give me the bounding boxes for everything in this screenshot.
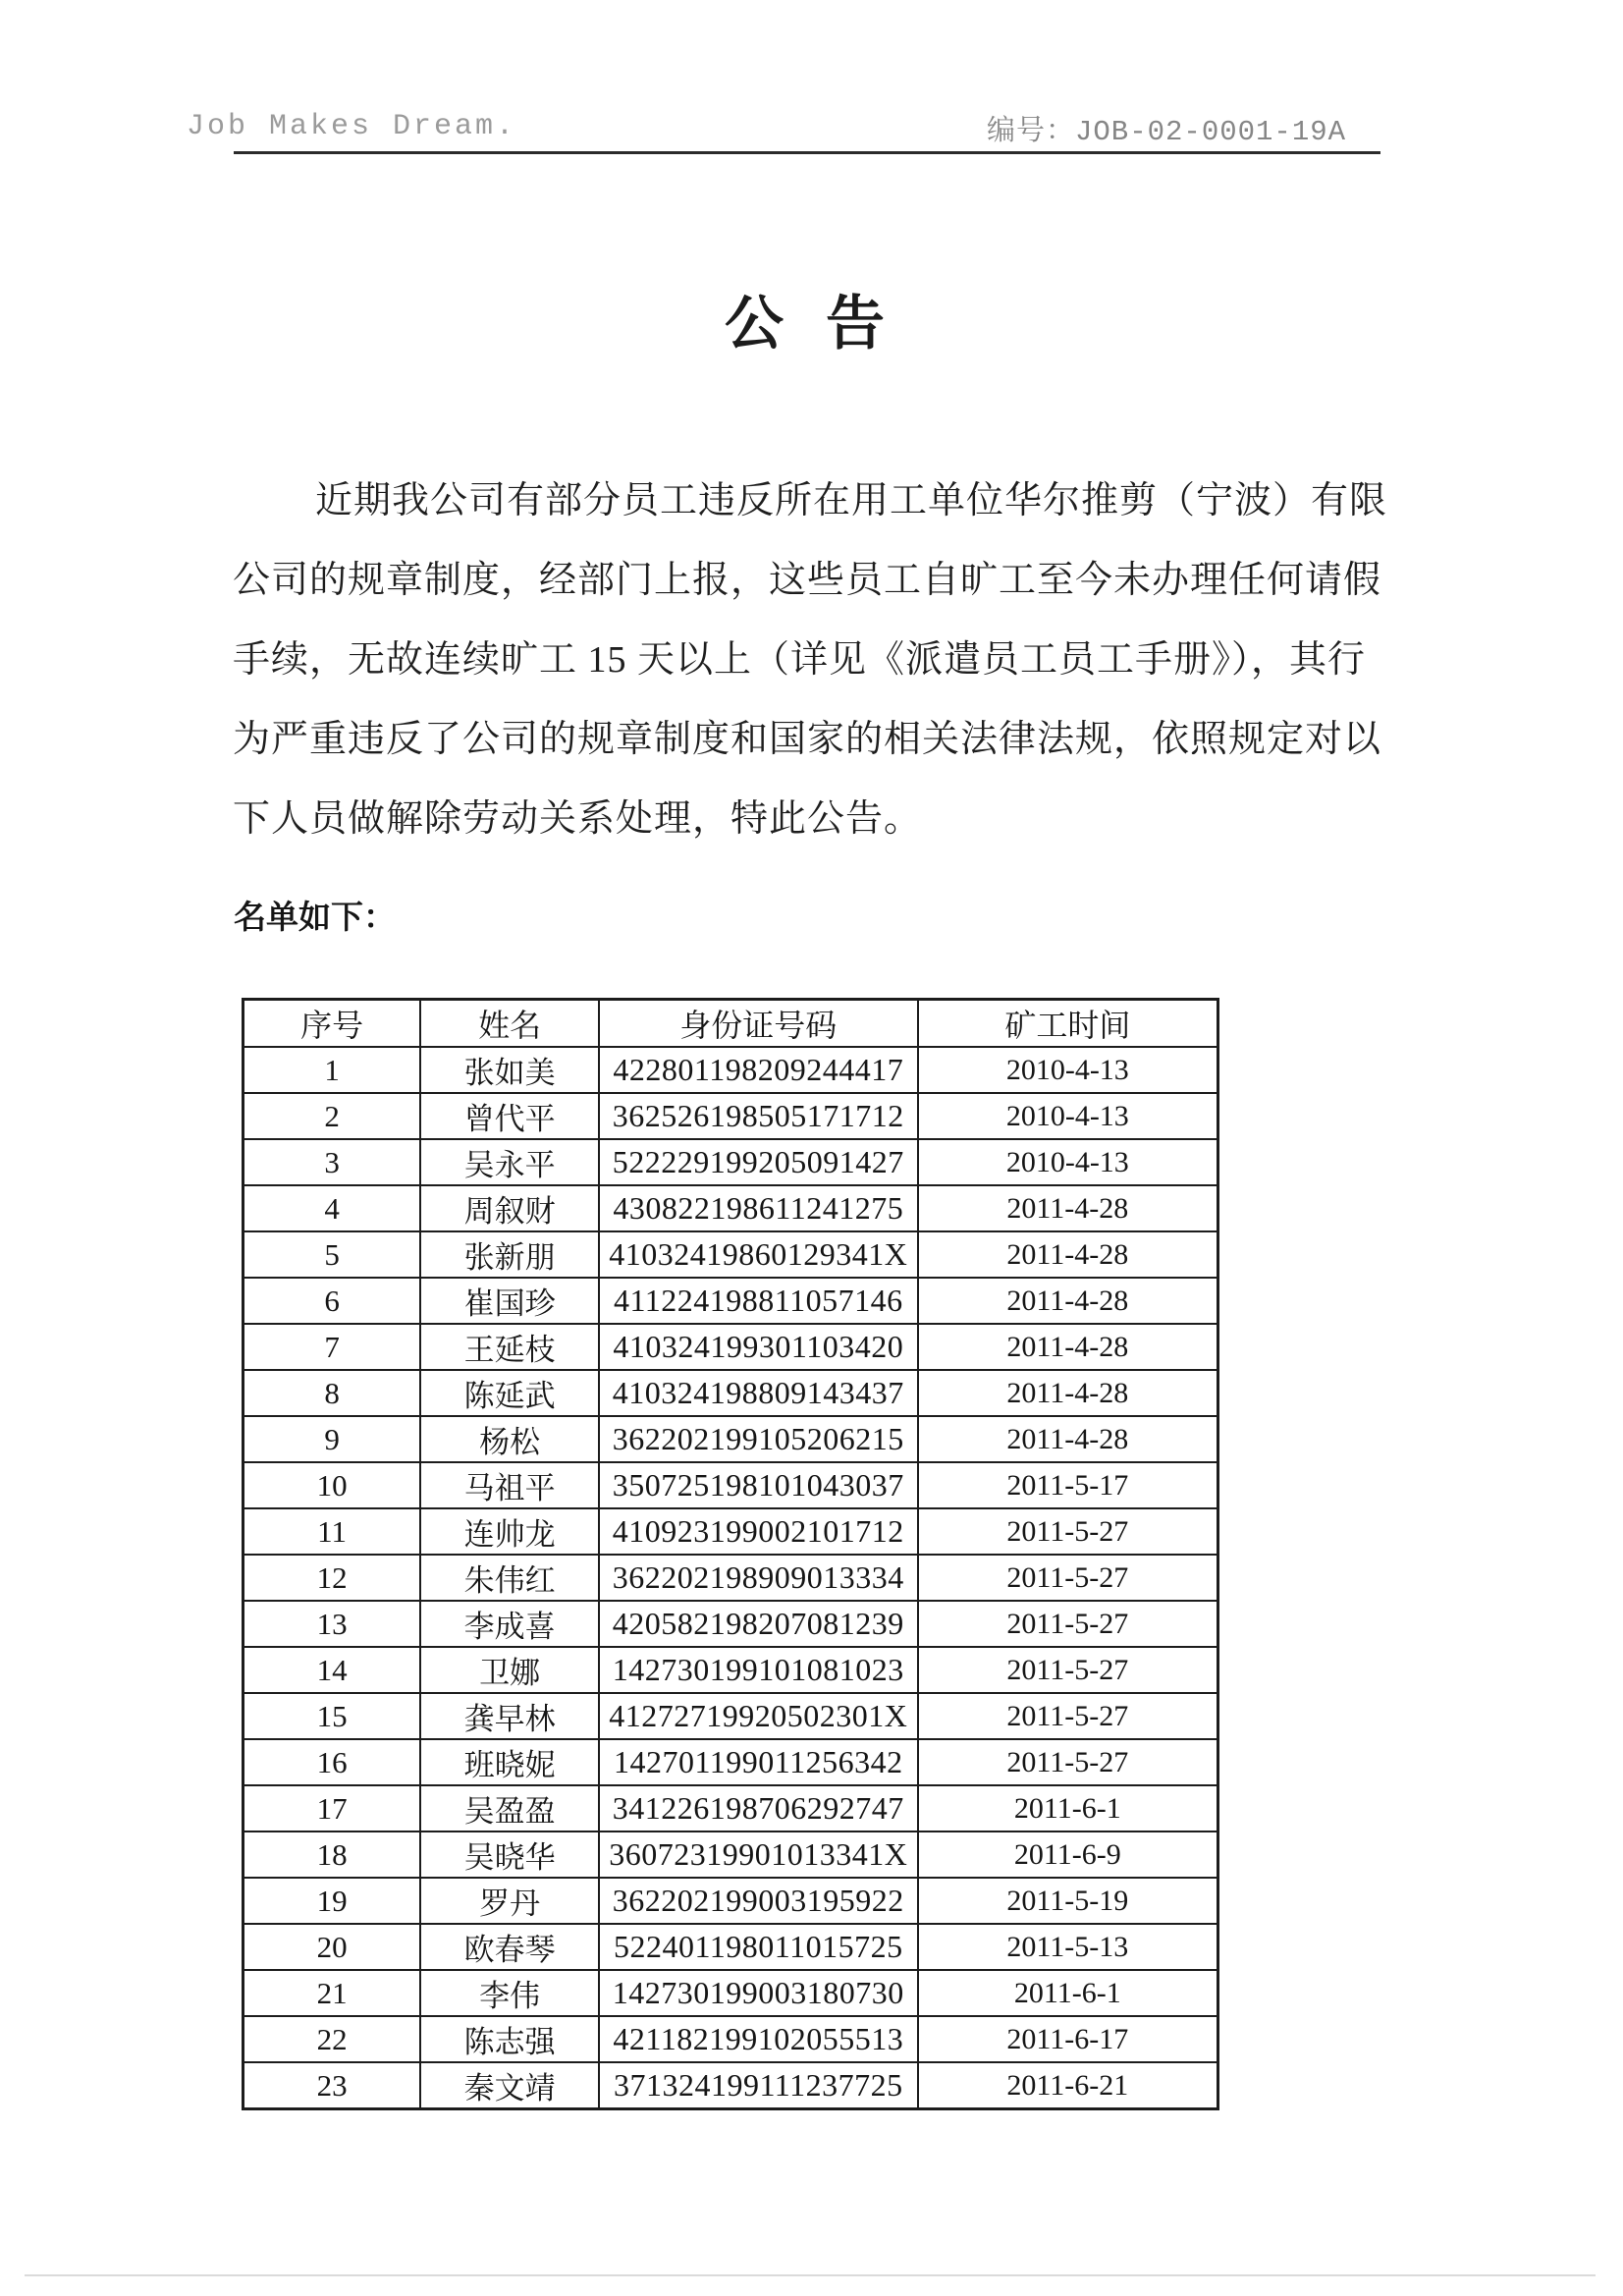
table-cell: 2011-6-17	[918, 2016, 1218, 2062]
table-cell: 周叙财	[420, 1185, 599, 1231]
list-label: 名单如下：	[234, 899, 396, 935]
table-cell: 2011-5-27	[918, 1739, 1218, 1785]
body-line: 近期我公司有部分员工违反所在用工单位华尔推剪（宁波）有限	[315, 480, 1388, 521]
page-bottom-scan-line	[25, 2274, 1596, 2276]
table-cell: 李伟	[420, 1970, 599, 2016]
table-cell: 2011-5-17	[918, 1462, 1218, 1508]
table-cell: 10	[243, 1462, 421, 1508]
table-cell: 2011-5-27	[918, 1555, 1218, 1601]
table-cell: 13	[243, 1601, 421, 1647]
table-cell: 张新朋	[420, 1231, 599, 1278]
table-cell: 班晓妮	[420, 1739, 599, 1785]
table-row	[243, 2062, 1218, 2109]
table-cell: 2011-4-28	[918, 1324, 1218, 1370]
table-cell: 350725198101043037	[599, 1462, 918, 1508]
table-cell: 1	[243, 1047, 421, 1093]
table-cell: 吴盈盈	[420, 1785, 599, 1831]
table-cell: 2011-6-21	[918, 2062, 1218, 2109]
table-cell: 522401198011015725	[599, 1924, 918, 1970]
table-cell: 2011-5-19	[918, 1878, 1218, 1924]
table-row	[243, 1093, 1218, 1139]
table-cell: 2010-4-13	[918, 1093, 1218, 1139]
table-row	[243, 1231, 1218, 1278]
table-row	[243, 1278, 1218, 1324]
table-cell: 马祖平	[420, 1462, 599, 1508]
table-cell: 朱伟红	[420, 1555, 599, 1601]
table-cell: 2011-4-28	[918, 1185, 1218, 1231]
table-cell: 2011-5-27	[918, 1693, 1218, 1739]
announcement-body	[233, 462, 1401, 859]
column-header: 序号	[243, 1000, 421, 1048]
table-row	[243, 1139, 1218, 1185]
header-divider	[234, 151, 1380, 154]
table-cell: 522229199205091427	[599, 1139, 918, 1185]
table-row	[243, 1601, 1218, 1647]
table-cell: 2011-6-1	[918, 1970, 1218, 2016]
table-row	[243, 1924, 1218, 1970]
table-cell: 2010-4-13	[918, 1047, 1218, 1093]
table-cell: 张如美	[420, 1047, 599, 1093]
table-cell: 420582198207081239	[599, 1601, 918, 1647]
table-cell: 14	[243, 1647, 421, 1693]
table-cell: 2011-5-27	[918, 1508, 1218, 1555]
table-cell: 371324199111237725	[599, 2062, 918, 2109]
table-cell: 2011-5-27	[918, 1647, 1218, 1693]
table-cell: 崔国珍	[420, 1278, 599, 1324]
table-cell: 341226198706292747	[599, 1785, 918, 1831]
table-cell: 2010-4-13	[918, 1139, 1218, 1185]
table-cell: 卫娜	[420, 1647, 599, 1693]
table-cell: 9	[243, 1416, 421, 1462]
table-cell: 2011-5-27	[918, 1601, 1218, 1647]
table-cell: 15	[243, 1693, 421, 1739]
table-cell: 410923199002101712	[599, 1508, 918, 1555]
table-cell: 2011-4-28	[918, 1416, 1218, 1462]
table-row	[243, 1970, 1218, 2016]
body-line: 手续，无故连续旷工 15 天以上（详见《派遣员工员工手册》），其行	[233, 639, 1367, 681]
table-cell: 2011-6-1	[918, 1785, 1218, 1831]
header-slogan: Job Makes Dream.	[187, 110, 517, 143]
table-cell: 2011-5-13	[918, 1924, 1218, 1970]
table-cell: 142730199003180730	[599, 1970, 918, 2016]
table-cell: 3	[243, 1139, 421, 1185]
table-cell: 411224198811057146	[599, 1278, 918, 1324]
table-cell: 362202199105206215	[599, 1416, 918, 1462]
table-cell: 410324199301103420	[599, 1324, 918, 1370]
table-cell: 430822198611241275	[599, 1185, 918, 1231]
table-cell: 4	[243, 1185, 421, 1231]
body-line: 为严重违反了公司的规章制度和国家的相关法律法规，依照规定对以	[233, 719, 1382, 760]
page-title: 公 告	[725, 292, 898, 356]
table-cell: 陈延武	[420, 1370, 599, 1416]
table-cell: 5	[243, 1231, 421, 1278]
table-row	[243, 1785, 1218, 1831]
table-row	[243, 1370, 1218, 1416]
table-cell: 龚早林	[420, 1693, 599, 1739]
table-cell: 362526198505171712	[599, 1093, 918, 1139]
table-body	[243, 1047, 1218, 2109]
table-cell: 欧春琴	[420, 1924, 599, 1970]
table-cell: 2	[243, 1093, 421, 1139]
table-cell: 李成喜	[420, 1601, 599, 1647]
table-cell: 16	[243, 1739, 421, 1785]
table-cell: 142701199011256342	[599, 1739, 918, 1785]
table-row	[243, 1416, 1218, 1462]
table-row	[243, 1324, 1218, 1370]
table-row	[243, 1508, 1218, 1555]
employee-table	[242, 998, 1219, 2110]
column-header: 姓名	[420, 1000, 599, 1048]
table-cell: 421182199102055513	[599, 2016, 918, 2062]
column-header: 身份证号码	[599, 1000, 918, 1048]
table-cell: 6	[243, 1278, 421, 1324]
table-cell: 罗丹	[420, 1878, 599, 1924]
body-line: 公司的规章制度，经部门上报，这些员工自旷工至今未办理任何请假	[233, 560, 1382, 601]
body-line: 下人员做解除劳动关系处理，特此公告。	[233, 798, 923, 840]
table-header-row	[243, 1000, 1218, 1048]
table-cell: 2011-4-28	[918, 1370, 1218, 1416]
table-row	[243, 1555, 1218, 1601]
table-cell: 18	[243, 1831, 421, 1878]
table-row	[243, 1693, 1218, 1739]
table-cell: 142730199101081023	[599, 1647, 918, 1693]
table-cell: 422801198209244417	[599, 1047, 918, 1093]
table-cell: 8	[243, 1370, 421, 1416]
header-document-number: 编号：JOB-02-0001-19A	[987, 116, 1347, 148]
table-cell: 吴永平	[420, 1139, 599, 1185]
table-cell: 20	[243, 1924, 421, 1970]
table-row	[243, 1185, 1218, 1231]
table-cell: 秦文靖	[420, 2062, 599, 2109]
column-header: 矿工时间	[918, 1000, 1218, 1048]
table-row	[243, 1878, 1218, 1924]
table-cell: 362202199003195922	[599, 1878, 918, 1924]
table-cell: 吴晓华	[420, 1831, 599, 1878]
table-cell: 连帅龙	[420, 1508, 599, 1555]
table-cell: 2011-4-28	[918, 1278, 1218, 1324]
table-cell: 23	[243, 2062, 421, 2109]
table-cell: 陈志强	[420, 2016, 599, 2062]
table-cell: 21	[243, 1970, 421, 2016]
table-cell: 41272719920502301X	[599, 1693, 918, 1739]
table-row	[243, 1831, 1218, 1878]
table-cell: 22	[243, 2016, 421, 2062]
table-row	[243, 1739, 1218, 1785]
table-cell: 2011-4-28	[918, 1231, 1218, 1278]
table-cell: 19	[243, 1878, 421, 1924]
table-cell: 41032419860129341X	[599, 1231, 918, 1278]
table-row	[243, 1647, 1218, 1693]
table-cell: 36072319901013341X	[599, 1831, 918, 1878]
table-cell: 410324198809143437	[599, 1370, 918, 1416]
table-cell: 王延枝	[420, 1324, 599, 1370]
table-row	[243, 2016, 1218, 2062]
table-cell: 7	[243, 1324, 421, 1370]
table-cell: 12	[243, 1555, 421, 1601]
table-cell: 曾代平	[420, 1093, 599, 1139]
table-cell: 17	[243, 1785, 421, 1831]
table-cell: 杨松	[420, 1416, 599, 1462]
employee-table-container	[242, 998, 1219, 2110]
table-cell: 11	[243, 1508, 421, 1555]
table-cell: 362202198909013334	[599, 1555, 918, 1601]
table-row	[243, 1047, 1218, 1093]
table-row	[243, 1462, 1218, 1508]
table-cell: 2011-6-9	[918, 1831, 1218, 1878]
